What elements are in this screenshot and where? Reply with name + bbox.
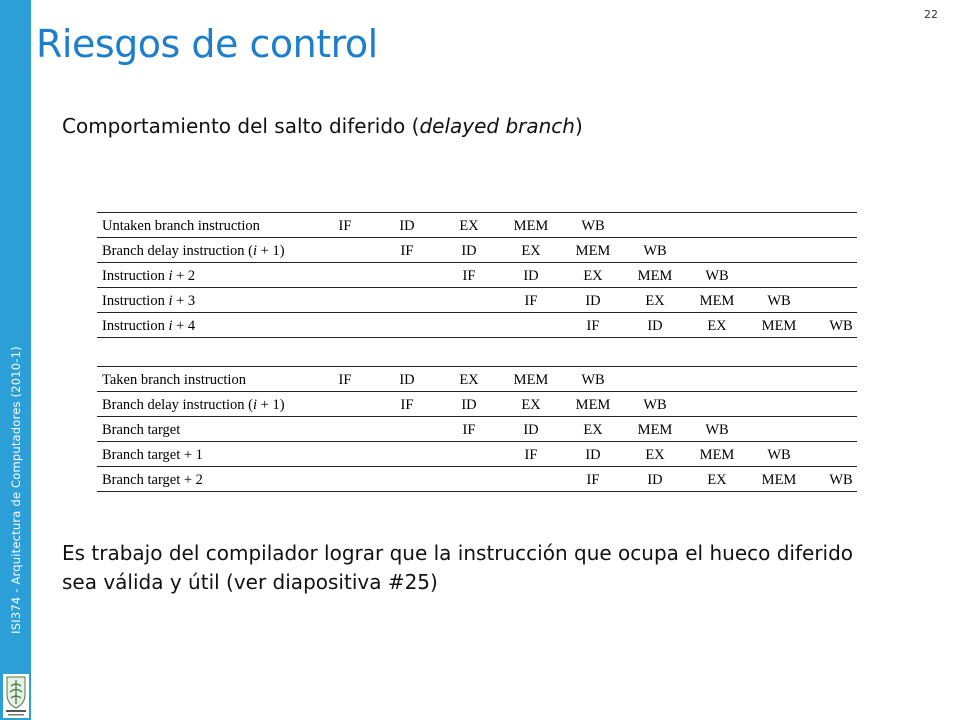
pipeline-stage-if: IF: [586, 318, 600, 334]
pipeline-stage-wb: WB: [705, 422, 729, 438]
pipeline-stage-id: ID: [399, 218, 415, 234]
pipeline-stage-mem: MEM: [761, 318, 797, 334]
pipeline-stage-ex: EX: [707, 318, 727, 334]
subtitle-suffix: ): [574, 114, 583, 138]
pipeline-stage-mem: MEM: [575, 243, 611, 259]
pipeline-stage-ex: EX: [521, 397, 541, 413]
pipeline-stage-if: IF: [400, 397, 414, 413]
pipeline-stage-id: ID: [523, 422, 539, 438]
pipeline-stage-mem: MEM: [513, 372, 549, 388]
page-number: 22: [924, 8, 938, 21]
pipeline-row: [97, 442, 857, 467]
pipeline-stage-wb: WB: [705, 268, 729, 284]
pipeline-stage-ex: EX: [583, 268, 603, 284]
pipeline-stage-if: IF: [524, 447, 538, 463]
pipeline-stage-id: ID: [647, 472, 663, 488]
pipeline-stage-wb: WB: [643, 397, 667, 413]
pipeline-stage-ex: EX: [521, 243, 541, 259]
pipeline-stage-if: IF: [462, 268, 476, 284]
pipeline-stage-wb: WB: [581, 372, 605, 388]
pipeline-row-label: Instruction i + 2: [102, 268, 196, 284]
subtitle-emphasis: delayed branch: [419, 114, 575, 138]
body-paragraph: Es trabajo del compilador lograr que la instrucción que ocupa el hueco diferido sea válida y útil (ver diapositiva #25): [62, 541, 854, 594]
pipeline-stage-ex: EX: [459, 218, 479, 234]
pipeline-stage-mem: MEM: [637, 268, 673, 284]
pipeline-table-1: [97, 212, 857, 338]
pipeline-stage-id: ID: [461, 243, 477, 259]
pipeline-row-label: Instruction i + 3: [102, 293, 196, 309]
pipeline-row: [97, 288, 857, 313]
pipeline-stage-ex: EX: [645, 293, 665, 309]
pipeline-stage-wb: WB: [767, 447, 791, 463]
slide-title: Riesgos de control: [36, 22, 378, 66]
pipeline-row-label: Branch delay instruction (i + 1): [102, 243, 285, 259]
pipeline-stage-if: IF: [586, 472, 600, 488]
pipeline-stage-if: IF: [462, 422, 476, 438]
pipeline-stage-id: ID: [523, 268, 539, 284]
sidebar: [0, 0, 31, 720]
pipeline-row: [97, 417, 857, 442]
pipeline-row-label: Branch target + 1: [102, 447, 203, 463]
pipeline-stage-id: ID: [461, 397, 477, 413]
pipeline-stage-mem: MEM: [699, 293, 735, 309]
pipeline-row: [97, 238, 857, 263]
subtitle-prefix: Comportamiento del salto diferido (: [62, 114, 420, 138]
pipeline-table-2: [97, 366, 857, 492]
pipeline-stage-mem: MEM: [575, 397, 611, 413]
pipeline-row: [97, 392, 857, 417]
pipeline-stage-id: ID: [585, 293, 601, 309]
pipeline-row-label: Taken branch instruction: [102, 372, 246, 388]
pipeline-row-label: Branch target + 2: [102, 472, 203, 488]
pipeline-stage-wb: WB: [829, 472, 853, 488]
pipeline-row-label: Untaken branch instruction: [102, 218, 260, 234]
pipeline-stage-ex: EX: [645, 447, 665, 463]
pipeline-stage-if: IF: [338, 218, 352, 234]
pipeline-stage-wb: WB: [767, 293, 791, 309]
pipeline-stage-if: IF: [400, 243, 414, 259]
pipeline-stage-mem: MEM: [637, 422, 673, 438]
sidebar-course-text: ISI374 - Arquitectura de Computadores (2010-1): [9, 346, 23, 634]
pipeline-stage-ex: EX: [459, 372, 479, 388]
pipeline-row: [97, 313, 857, 338]
pipeline-stage-id: ID: [647, 318, 663, 334]
pipeline-stage-ex: EX: [707, 472, 727, 488]
subtitle: [62, 114, 583, 138]
pipeline-stage-mem: MEM: [761, 472, 797, 488]
pipeline-row: [97, 213, 857, 238]
pipeline-row-label: Instruction i + 4: [102, 318, 196, 334]
university-logo-icon: [3, 674, 29, 718]
pipeline-row: [97, 367, 857, 392]
pipeline-stage-if: IF: [338, 372, 352, 388]
pipeline-stage-mem: MEM: [513, 218, 549, 234]
pipeline-stage-id: ID: [399, 372, 415, 388]
pipeline-stage-if: IF: [524, 293, 538, 309]
pipeline-row-label: Branch delay instruction (i + 1): [102, 397, 285, 413]
pipeline-row: [97, 263, 857, 288]
pipeline-stage-mem: MEM: [699, 447, 735, 463]
pipeline-row-label: Branch target: [102, 422, 181, 438]
pipeline-stage-wb: WB: [643, 243, 667, 259]
pipeline-stage-id: ID: [585, 447, 601, 463]
pipeline-stage-wb: WB: [581, 218, 605, 234]
pipeline-row: [97, 467, 857, 492]
pipeline-stage-ex: EX: [583, 422, 603, 438]
pipeline-stage-wb: WB: [829, 318, 853, 334]
